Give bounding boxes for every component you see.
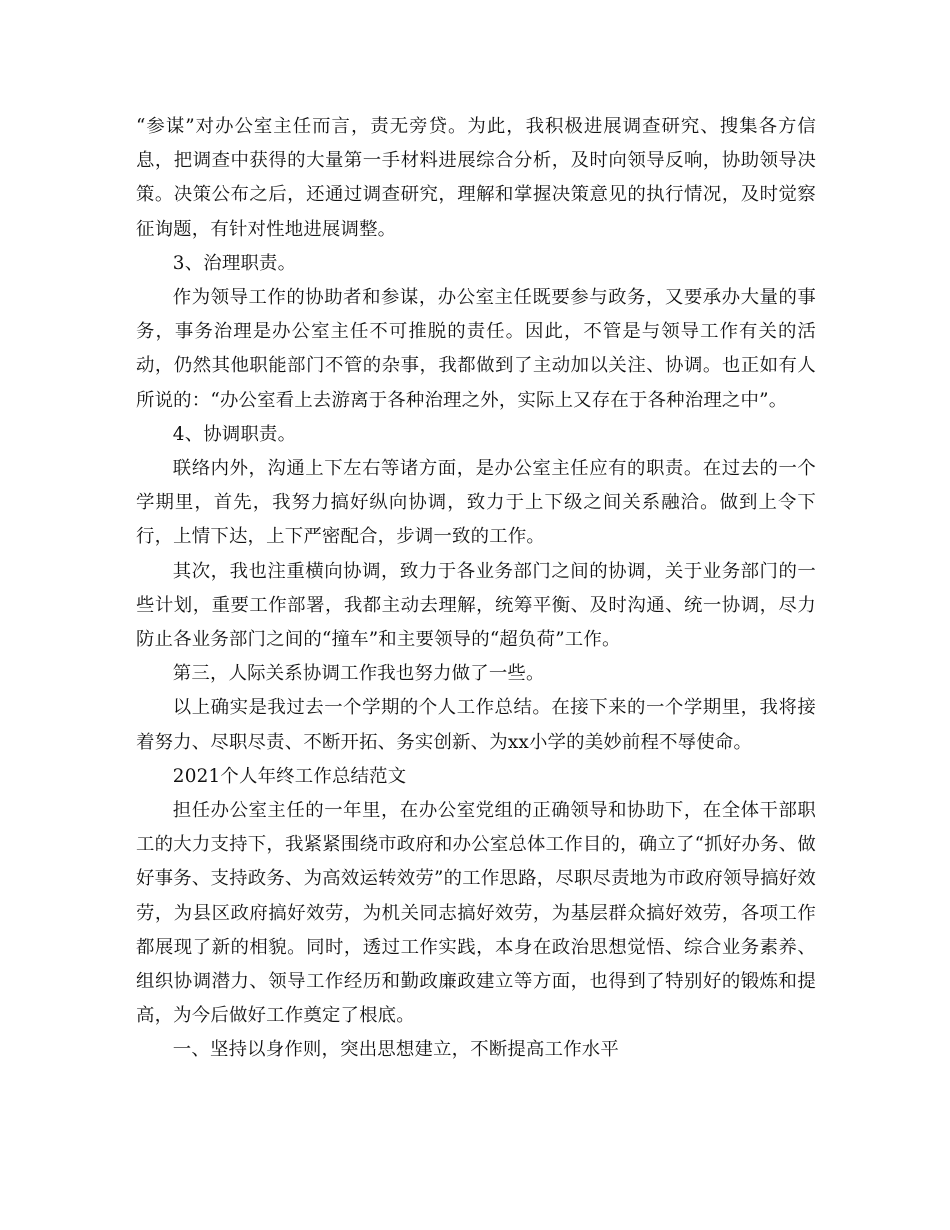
paragraph: 第三，人际关系协调工作我也努力做了一些。 (172, 663, 545, 685)
paragraph: 联络内外，沟通上下左右等诸方面，是办公室主任应有的职责。在过去的一个学期里，首先，我努力搞好纵向协调，致力于上下级之间关系融洽。做到上令下行，上情下达，上下严密配合，步调一致的工作。 (136, 458, 816, 548)
section-heading: 一、坚持以身作则，突出思想建立，不断提高工作水平 (172, 1039, 619, 1061)
document-title: 2021个人年终工作总结范文 (172, 765, 407, 787)
paragraph: 以上确实是我过去一个学期的个人工作总结。在接下来的一个学期里，我将接着努力、尽职尽责、不断开拓、务实创新、为xx小学的美妙前程不辱使命。 (136, 697, 816, 753)
paragraph: 其次，我也注重横向协调，致力于各业务部门之间的协调，关于业务部门的一些计划，重要工作部署，我都主动去理解，统筹平衡、及时沟通、统一协调，尽力防止各业务部门之间的“撞车”和主要领导的“超负荷”工作。 (136, 560, 816, 651)
paragraph: 作为领导工作的协助者和参谋，办公室主任既要参与政务，又要承办大量的事务，事务治理是办公室主任不可推脱的责任。因此，不管是与领导工作有关的活动，仍然其他职能部门不管的杂事，我都做到了主动加以关注、协调。也正如有人所说的：“办公室看上去游离于各种治理之外，实际上又存在于各种治理之中”。 (136, 287, 816, 411)
paragraph: 担任办公室主任的一年里，在办公室党组的正确领导和协助下，在全体干部职工的大力支持下，我紧紧围绕市政府和办公室总体工作目的，确立了“抓好办务、做好事务、支持政务、为高效运转效劳”的工作思路，尽职尽责地为市政府领导搞好效劳，为县区政府搞好效劳，为机关同志搞好效劳，为基层群众搞好效劳，各项工作都展现了新的相貌。同时，透过工作实践，本身在政治思想觉悟、综合业务素养、组织协调潜力、领导工作经历和勤政廉政建立等方面，也得到了特别好的锻炼和提高，为今后做好工作奠定了根底。 (136, 800, 816, 1027)
paragraph: “参谋”对办公室主任而言，责无旁贷。为此，我积极进展调查研究、搜集各方信息，把调查中获得的大量第一手材料进展综合分析，及时向领导反响，协助领导决策。决策公布之后，还通过调查研究，理解和掌握决策意见的执行情况，及时觉察征询题，有针对性地进展调整。 (136, 116, 816, 240)
section-heading: 3、治理职责。 (172, 252, 297, 274)
section-heading: 4、协调职责。 (172, 423, 297, 445)
document-body (136, 110, 816, 1068)
